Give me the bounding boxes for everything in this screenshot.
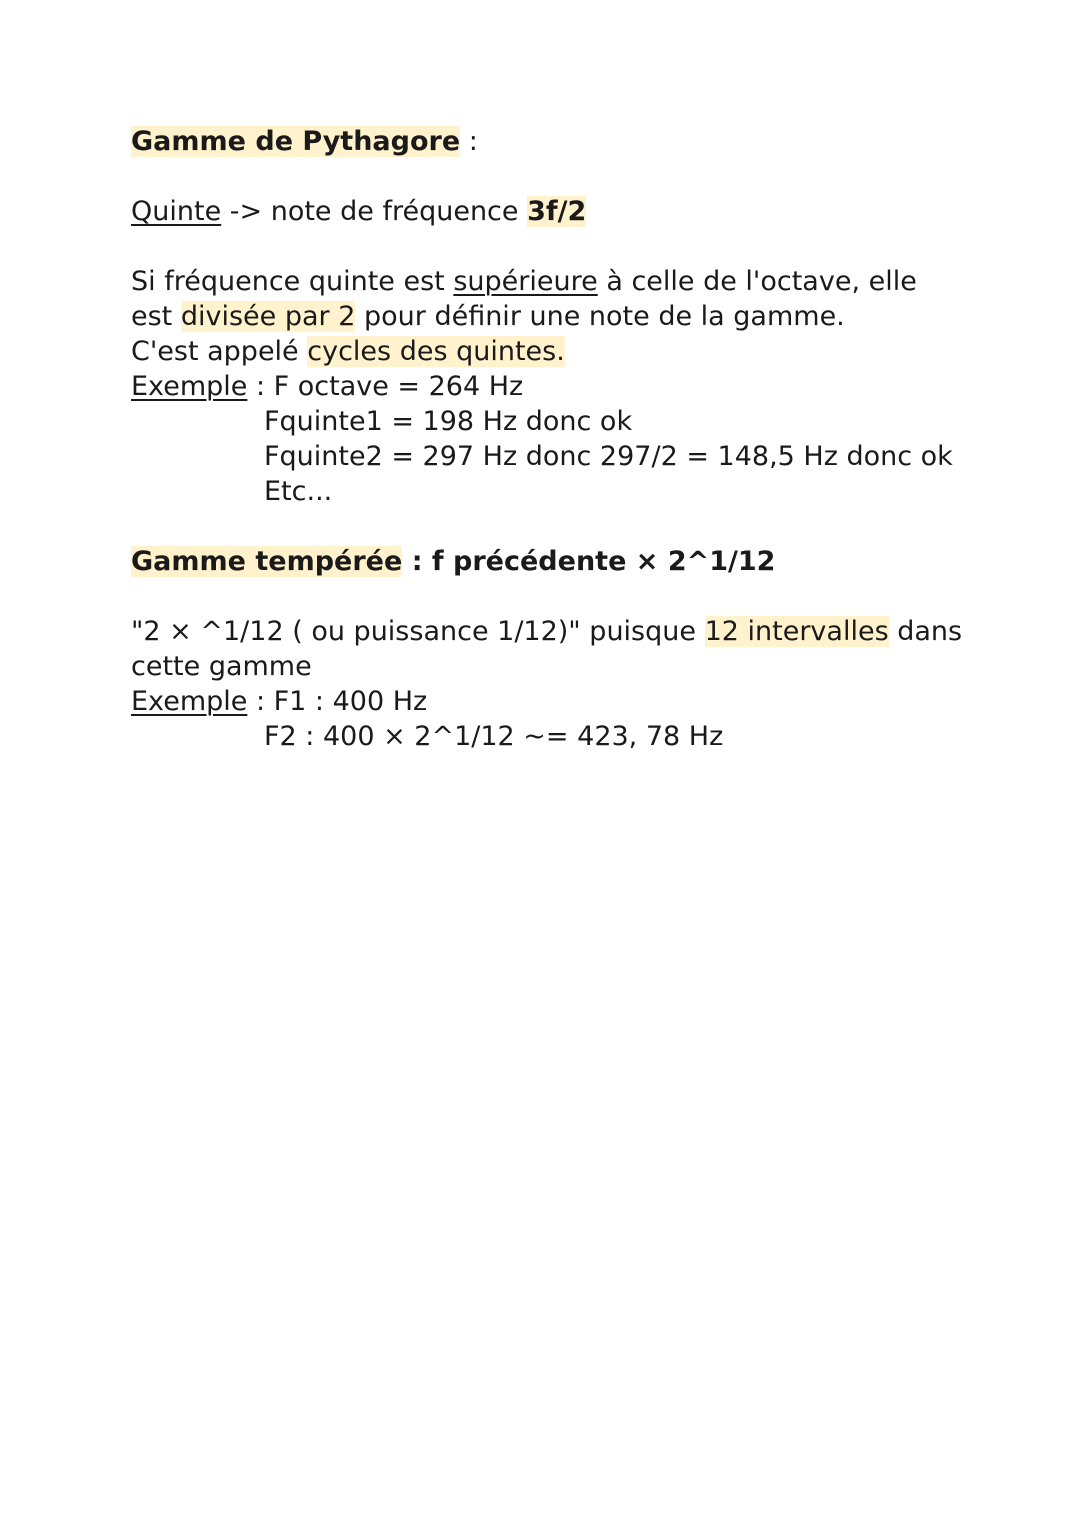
p3-text-a: C'est appelé <box>131 336 308 367</box>
pythagore-example-label: Exemple <box>131 371 248 402</box>
temperee-example-text-1: : F1 : 400 Hz <box>247 686 428 717</box>
quinte-value: 3f/2 <box>527 196 587 227</box>
p1-text-a: Si fréquence quinte est <box>131 266 454 297</box>
pythagore-example-line-3: Fquinte2 = 297 Hz donc 297/2 = 148,5 Hz donc ok <box>264 441 953 472</box>
pythagore-example-line-2: Fquinte1 = 198 Hz donc ok <box>264 406 633 437</box>
quinte-text: -> note de fréquence <box>221 196 528 227</box>
temperee-paragraph-line-2: cette gamme <box>131 651 312 682</box>
p1-text-b: à celle de l'octave, elle <box>597 266 917 297</box>
p2-highlight: divisée par 2 <box>180 301 356 332</box>
p1-underline: supérieure <box>453 266 598 297</box>
temperee-title: Gamme tempérée <box>131 546 403 577</box>
temperee-p1-highlight: 12 intervalles <box>704 616 889 647</box>
p3-highlight: cycles des quintes. <box>307 336 565 367</box>
p2-text-a: est <box>131 301 181 332</box>
pythagore-example-line-1 <box>131 369 991 404</box>
pythagore-title-colon: : <box>460 126 478 157</box>
quinte-label: Quinte <box>131 196 222 227</box>
pythagore-example-text-1: : F octave = 264 Hz <box>247 371 524 402</box>
temperee-example-line-2: F2 : 400 × 2^1/12 ~= 423, 78 Hz <box>264 721 724 752</box>
pythagore-heading <box>131 124 991 159</box>
pythagore-paragraph-line-1 <box>131 264 991 299</box>
temperee-p1-text-a: "2 × ^1/12 ( ou puissance 1/12)" puisque <box>131 616 705 647</box>
pythagore-paragraph-line-2 <box>131 299 991 334</box>
temperee-title-rest: : f précédente × 2^1/12 <box>402 546 776 577</box>
pythagore-title: Gamme de Pythagore <box>131 126 461 157</box>
temperee-example-label: Exemple <box>131 686 248 717</box>
temperee-paragraph-line-1 <box>131 614 991 649</box>
document-page <box>131 124 991 754</box>
temperee-p1-text-b: dans <box>888 616 963 647</box>
pythagore-example-line-4: Etc... <box>264 476 333 507</box>
temperee-heading <box>131 544 991 579</box>
temperee-example-line-1 <box>131 684 991 719</box>
pythagore-paragraph-line-3 <box>131 334 991 369</box>
quinte-line <box>131 194 991 229</box>
p2-text-b: pour définir une note de la gamme. <box>355 301 845 332</box>
